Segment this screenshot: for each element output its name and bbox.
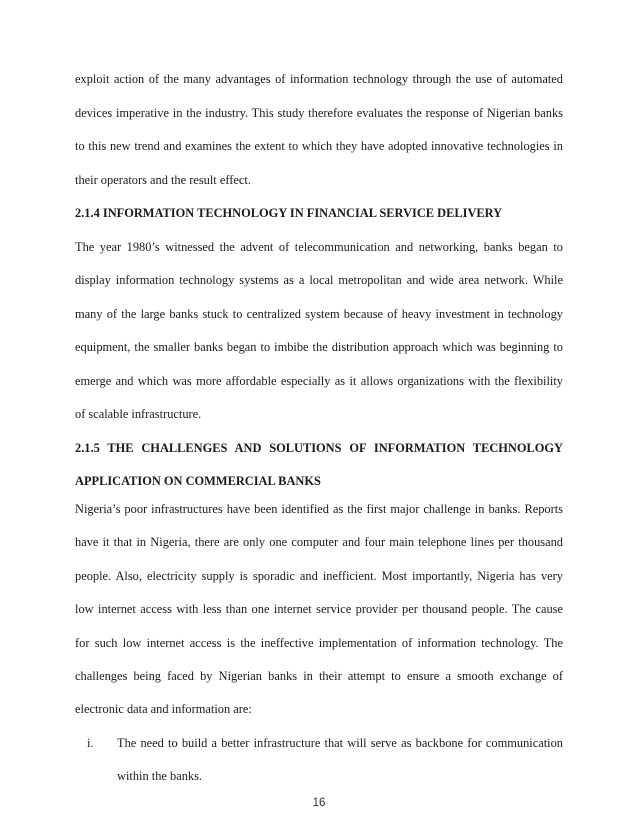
intro-line-1: exploit action of the many advantages of information technology through the use of automated	[75, 72, 563, 86]
section-2-1-4-line-4: equipment, the smaller banks began to imbibe the distribution approach which was beginning to	[75, 340, 563, 354]
intro-line-2: devices imperative in the industry. This study therefore evaluates the response of Nigerian banks	[75, 106, 563, 120]
section-2-1-4-line-2: display information technology systems as a local metropolitan and wide area network. While	[75, 273, 563, 287]
section-2-1-4-line-1: The year 1980’s witnessed the advent of telecommunication and networking, banks began to	[75, 240, 563, 254]
section-2-1-5-line-4: low internet access with less than one internet service provider per thousand people. The cause	[75, 602, 563, 616]
section-heading-2-1-5-line-1: 2.1.5 THE CHALLENGES AND SOLUTIONS OF INFORMATION TECHNOLOGY	[75, 441, 563, 455]
section-2-1-5-line-3: people. Also, electricity supply is sporadic and inefficient. Most importantly, Nigeria has very	[75, 569, 563, 583]
section-2-1-5-line-2: have it that in Nigeria, there are only one computer and four main telephone lines per thousand	[75, 535, 563, 549]
section-heading-2-1-4: 2.1.4 INFORMATION TECHNOLOGY IN FINANCIAL SERVICE DELIVERY	[75, 206, 503, 220]
section-2-1-4-line-6: of scalable infrastructure.	[75, 407, 202, 421]
section-2-1-5-line-5: for such low internet access is the ineffective implementation of information technology. The	[75, 636, 563, 650]
section-heading-2-1-5-line-2: APPLICATION ON COMMERCIAL BANKS	[75, 474, 321, 488]
intro-line-3: to this new trend and examines the extent to which they have adopted innovative technologies in	[75, 139, 563, 153]
section-2-1-4-line-3: many of the large banks stuck to centralized system because of heavy investment in technology	[75, 307, 563, 321]
page-number: 16	[312, 797, 326, 809]
section-2-1-5-line-1: Nigeria’s poor infrastructures have been identified as the first major challenge in banks. Reports	[75, 502, 563, 516]
section-2-1-5-line-6: challenges being faced by Nigerian banks in their attempt to ensure a smooth exchange of	[75, 669, 563, 683]
list-item-marker: i.	[87, 736, 94, 750]
section-2-1-4-line-5: emerge and which was more affordable especially as it allows organizations with the flexibility	[75, 374, 563, 388]
list-item-line-2: within the banks.	[117, 769, 203, 783]
intro-line-4: their operators and the result effect.	[75, 173, 251, 187]
list-item-line-1: The need to build a better infrastructure that will serve as backbone for communication	[117, 736, 563, 750]
section-2-1-5-line-7: electronic data and information are:	[75, 702, 252, 716]
